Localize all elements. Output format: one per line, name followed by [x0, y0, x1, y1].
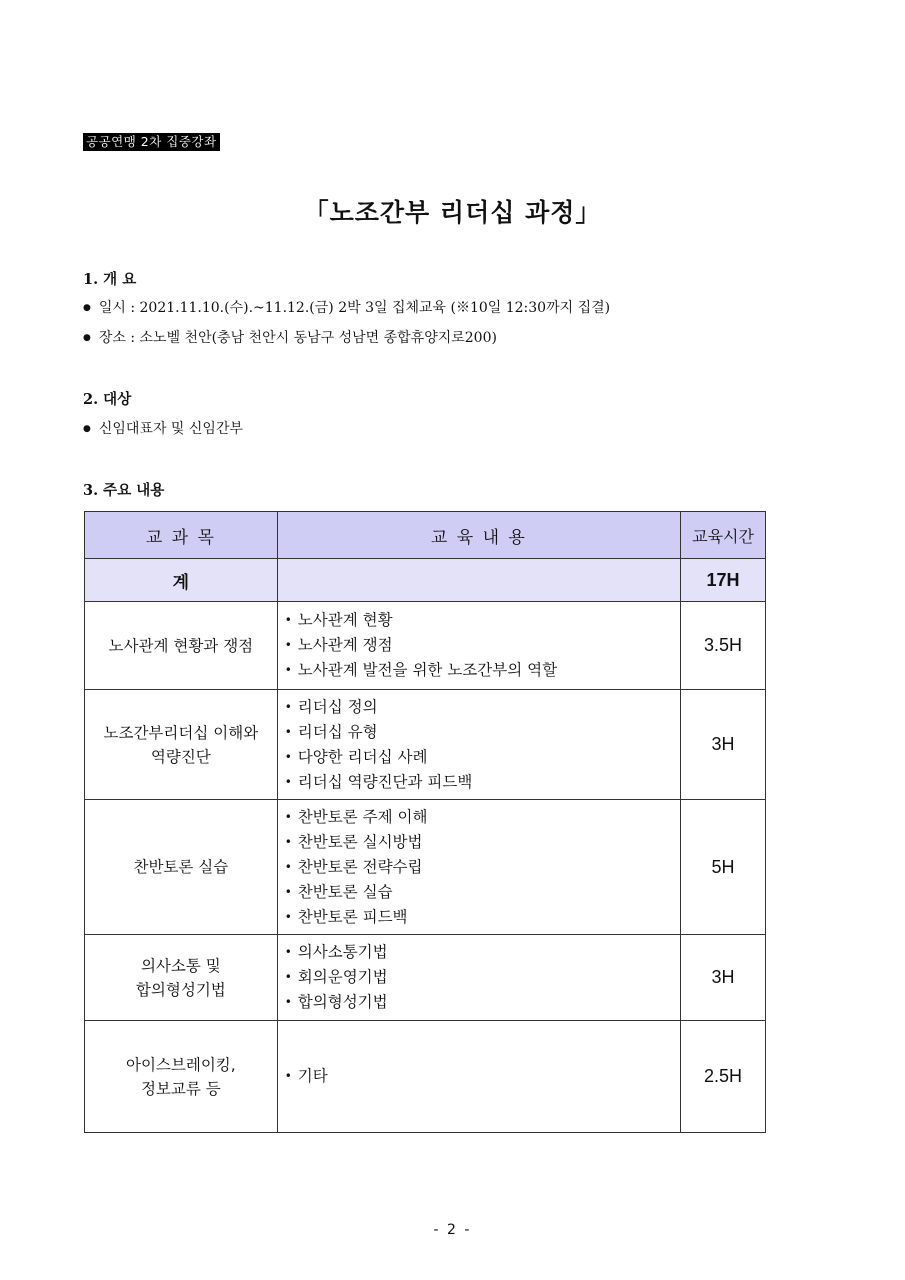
subject-line: 아이스브레이킹, [125, 1055, 236, 1074]
content-cell [277, 935, 680, 1021]
total-label: 계 [85, 559, 278, 602]
curriculum-table [84, 511, 766, 1133]
content-item: • 의사소통기법 [285, 940, 679, 965]
total-hours: 17H [681, 559, 766, 602]
subject-cell [85, 1021, 278, 1133]
section-content-heading: 3. 주요 내용 [83, 482, 165, 499]
table-row [85, 690, 766, 800]
hours-cell: 2.5H [681, 1021, 766, 1133]
header-hours: 교육시간 [681, 512, 766, 559]
content-item: • 노사관계 쟁점 [285, 633, 679, 658]
content-item: • 노사관계 현황 [285, 608, 679, 633]
table-row [85, 602, 766, 690]
content-cell [277, 1021, 680, 1133]
header-subject: 교 과 목 [85, 512, 278, 559]
overview-place: ● 장소 : 소노벨 천안(충남 천안시 동남구 성남면 종합휴양지로200) [83, 330, 497, 346]
content-item: • 리더십 정의 [285, 695, 679, 720]
content-item: • 찬반토론 실습 [285, 880, 679, 905]
subject-line: 의사소통 및 [140, 956, 221, 975]
content-cell [277, 690, 680, 800]
content-item: • 노사관계 발전을 위한 노조간부의 역할 [285, 658, 679, 683]
hours-cell: 3.5H [681, 602, 766, 690]
page-number: - 2 - [433, 1222, 472, 1238]
subject-line: 노조간부리더십 이해와 [103, 723, 259, 742]
content-item: • 리더십 유형 [285, 720, 679, 745]
content-item: • 찬반토론 전략수립 [285, 855, 679, 880]
table-row [85, 935, 766, 1021]
page-title: 「노조간부 리더십 과정」 [303, 198, 602, 227]
content-item: • 찬반토론 피드백 [285, 905, 679, 930]
section-target-heading: 2. 대상 [83, 391, 132, 408]
content-item: • 다양한 리더십 사례 [285, 745, 679, 770]
bullet-icon: ● [83, 424, 91, 434]
subject-cell: 노사관계 현황과 쟁점 [85, 602, 278, 690]
subject-cell [85, 935, 278, 1021]
subject-line: 합의형성기법 [135, 980, 226, 999]
hours-cell: 3H [681, 935, 766, 1021]
hours-cell: 5H [681, 800, 766, 935]
target-line: ● 신임대표자 및 신임간부 [83, 421, 243, 437]
content-item: • 기타 [285, 1064, 679, 1089]
subject-cell: 찬반토론 실습 [85, 800, 278, 935]
subject-cell [85, 690, 278, 800]
bullet-icon: ● [83, 303, 91, 313]
content-item: • 회의운영기법 [285, 965, 679, 990]
table-row [85, 800, 766, 935]
table-row [85, 1021, 766, 1133]
content-item: • 리더십 역량진단과 피드백 [285, 770, 679, 795]
table-header-row [85, 512, 766, 559]
subject-line: 정보교류 등 [140, 1079, 221, 1098]
subject-line: 역량진단 [150, 747, 211, 766]
total-content [277, 559, 680, 602]
content-cell [277, 800, 680, 935]
content-item: • 합의형성기법 [285, 990, 679, 1015]
total-row [85, 559, 766, 602]
header-content: 교 육 내 용 [277, 512, 680, 559]
content-cell [277, 602, 680, 690]
section-overview-heading: 1. 개 요 [83, 271, 137, 288]
content-item: • 찬반토론 실시방법 [285, 830, 679, 855]
hours-cell: 3H [681, 690, 766, 800]
content-item: • 찬반토론 주제 이해 [285, 805, 679, 830]
overview-date: ● 일시 : 2021.11.10.(수).~11.12.(금) 2박 3일 집체교육 (※10일 12:30까지 집결) [83, 300, 611, 316]
bullet-icon: ● [83, 333, 91, 343]
course-tag: 공공연맹 2차 집중강좌 [83, 133, 220, 151]
